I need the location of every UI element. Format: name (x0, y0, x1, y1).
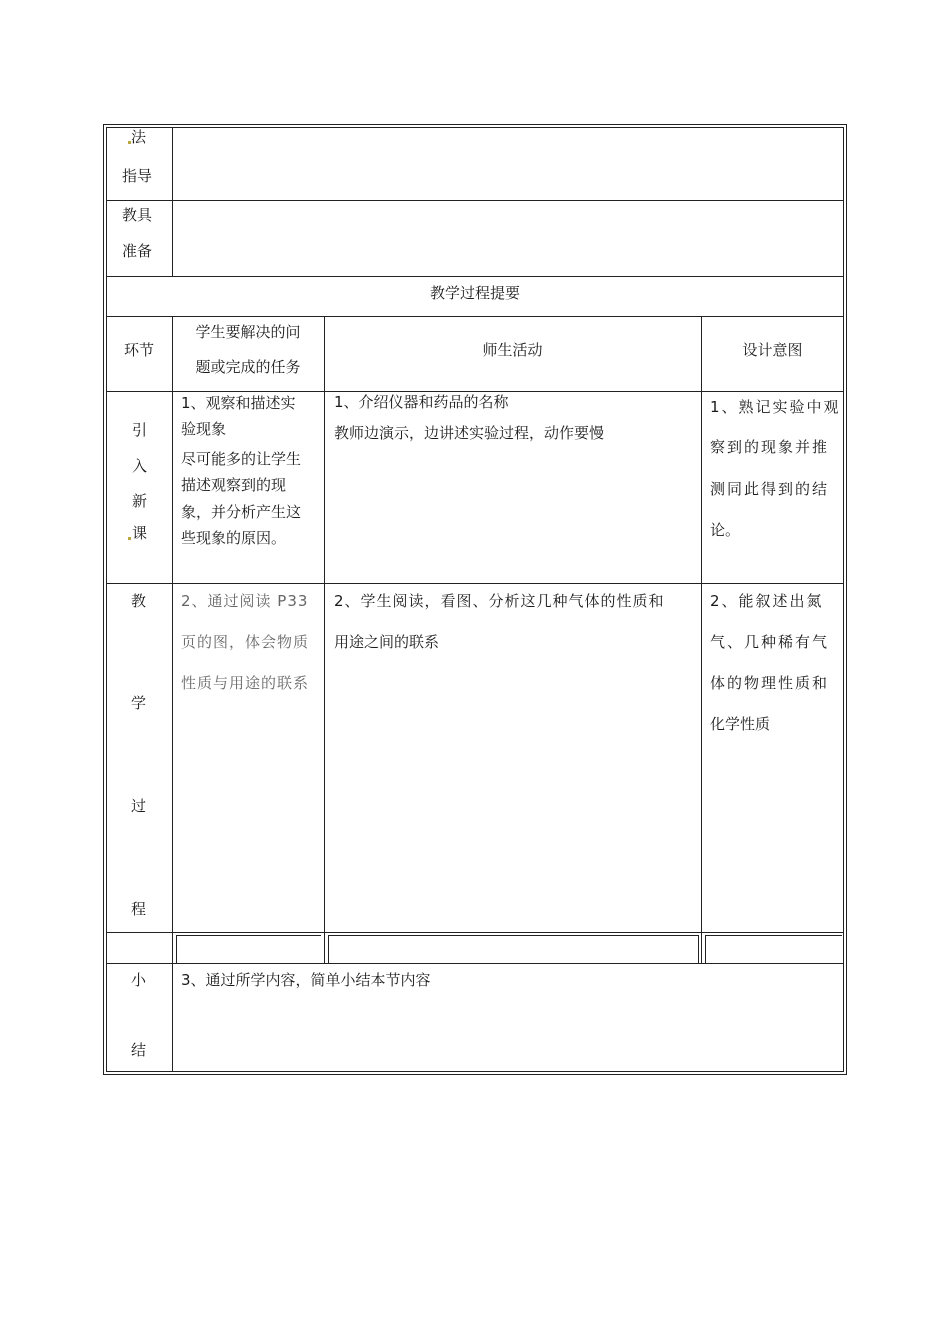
process-title: 教学过程提要 (429, 284, 520, 302)
column-divider (701, 316, 702, 963)
row-divider (106, 583, 844, 584)
teaching-task-line: 2、通过阅读 P33 (181, 592, 309, 610)
teaching-intent-line: 化学性质 (710, 715, 771, 733)
header-task-line1: 学生要解决的问 (195, 323, 301, 341)
row-divider (106, 932, 844, 933)
header-task-line2: 题或完成的任务 (195, 358, 301, 376)
column-divider (172, 316, 173, 1072)
teaching-intent-line: 2、能叙述出氮 (710, 592, 824, 610)
teaching-stage-char: 程 (131, 900, 147, 918)
cell-border (698, 935, 699, 963)
intro-stage-char: 新 (132, 492, 148, 510)
cell-border (705, 935, 842, 936)
header-activity: 师生活动 (482, 341, 543, 359)
intro-intent-line: 察到的现象并推 (710, 438, 830, 456)
column-divider (172, 127, 173, 276)
row-divider (106, 276, 844, 277)
intro-task-line: 象，并分析产生这 (181, 503, 302, 521)
teaching-intent-line: 气、几种稀有气 (710, 633, 830, 651)
teaching-task-line: 性质与用途的联系 (181, 674, 310, 692)
intro-activity-line: 1、介绍仪器和药品的名称 (334, 393, 509, 411)
cell-border (176, 935, 321, 936)
intro-stage-char: 引 (132, 421, 148, 439)
summary-stage-char: 结 (131, 1041, 147, 1059)
teaching-stage-char: 教 (131, 592, 147, 610)
cell-border (705, 935, 706, 963)
teaching-stage-char: 学 (131, 694, 147, 712)
intro-task-line: 验现象 (181, 420, 227, 438)
header-stage: 环节 (123, 341, 154, 359)
row-label-jiaoju: 教具 (122, 206, 153, 224)
teaching-intent-line: 体的物理性质和 (710, 674, 830, 692)
intro-stage-char: 入 (132, 457, 148, 475)
marker-dot (128, 537, 131, 540)
intro-task-line: 尽可能多的让学生 (181, 450, 302, 468)
row-label-zhunbei: 准备 (122, 242, 153, 260)
cell-border (328, 935, 329, 963)
intro-intent-line: 1、熟记实验中观 (710, 398, 841, 416)
intro-intent-line: 测同此得到的结 (710, 480, 830, 498)
intro-task-line: 1、观察和描述实 (181, 394, 296, 412)
teaching-activity-line: 用途之间的联系 (334, 633, 440, 651)
column-divider (324, 316, 325, 963)
intro-task-line: 些现象的原因。 (181, 529, 287, 547)
intro-task-line: 描述观察到的现 (181, 476, 287, 494)
row-divider (106, 200, 844, 201)
intro-stage-char: 课 (132, 524, 148, 542)
cell-border (176, 935, 177, 963)
row-divider (106, 316, 844, 317)
row-divider (106, 963, 844, 964)
summary-content: 3、通过所学内容，简单小结本节内容 (181, 971, 431, 989)
cell-border (328, 935, 698, 936)
intro-intent-line: 论。 (710, 521, 741, 539)
teaching-stage-char: 过 (131, 797, 147, 815)
header-intent: 设计意图 (742, 341, 803, 359)
row-label-zhidao: 指导 (122, 167, 153, 185)
row-label-fa: 法 (131, 128, 147, 146)
teaching-activity-line: 2、学生阅读，看图、分析这几种气体的性质和 (334, 592, 665, 610)
teaching-task-line: 页的图，体会物质 (181, 633, 310, 651)
summary-stage-char: 小 (131, 971, 147, 989)
intro-activity-line: 教师边演示，边讲述实验过程，动作要慢 (334, 424, 605, 442)
